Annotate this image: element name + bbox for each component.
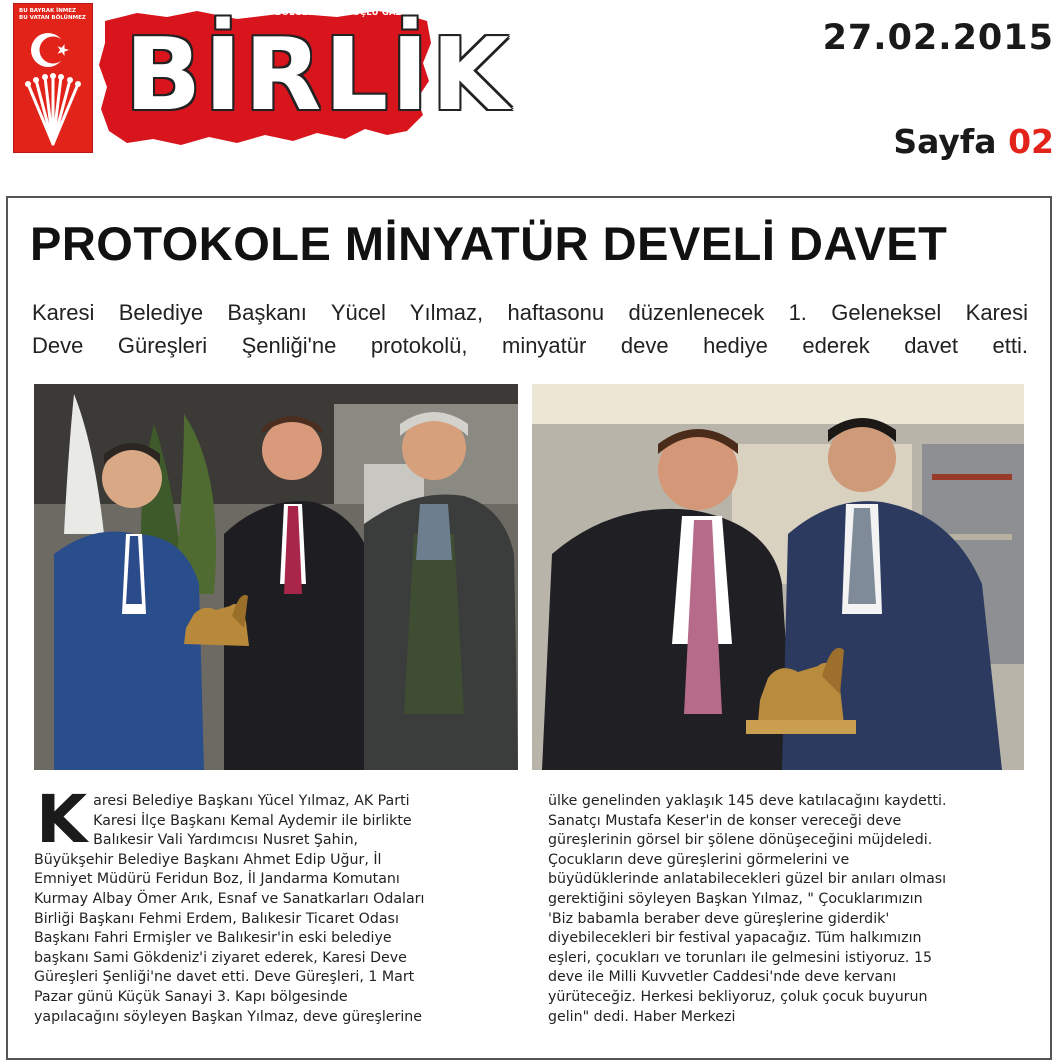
body-line: gelin" dedi. Haber Merkezi bbox=[548, 1008, 736, 1025]
drop-cap: K bbox=[36, 781, 88, 858]
photo-mayor-with-guest bbox=[532, 384, 1024, 770]
body-line: Pazar günü Küçük Sanayi 3. Kapı bölgesinde bbox=[34, 988, 348, 1005]
issue-date: 27.02.2015 bbox=[822, 18, 1054, 58]
flag-emblem bbox=[13, 3, 93, 153]
flag-mottos bbox=[19, 8, 86, 22]
photo-protocol-visit bbox=[34, 384, 518, 770]
motto-line-2: BU VATAN BÖLÜNMEZ bbox=[19, 15, 86, 21]
page-prefix: Sayfa bbox=[893, 122, 997, 161]
lead-line: Karesi Belediye Başkanı Yücel Yılmaz, haftasonu düzenlenecek 1. Geleneksel Karesi bbox=[32, 300, 1028, 325]
body-line: Güreşleri Şenliği'ne davet etti. Deve Güreşleri, 1 Mart bbox=[34, 969, 415, 986]
body-line: yürüteceğiz. Herkesi bekliyoruz, çoluk çocuk buyurun bbox=[548, 988, 928, 1005]
page-indicator bbox=[893, 122, 1054, 161]
body-line: eşleri, çocukları ve torunları ile gelmesini istiyoruz. 15 bbox=[548, 949, 932, 966]
lead-line: Deve Güreşleri Şenliği'ne protokolü, minyatür deve hediye ederek davet etti. bbox=[32, 333, 1028, 358]
body-line: güreşlerinin görsel bir şölene dönüşeceğini müjdeledi. bbox=[548, 832, 933, 849]
body-line: Kurmay Albay Ömer Arık, Esnaf ve Sanatkarları Odaları bbox=[34, 890, 425, 907]
body-line: Emniyet Müdürü Feridun Boz, İl Jandarma Komutanı bbox=[34, 871, 400, 888]
body-line: Balıkesir Vali Yardımcısı Nusret Şahin, bbox=[93, 832, 359, 849]
article-body-right bbox=[548, 792, 1018, 1027]
photo-scene bbox=[34, 384, 518, 770]
newspaper-masthead bbox=[13, 3, 512, 153]
body-line: diyebilecekleri bir festival yapacağız. Tüm halkımızın bbox=[548, 930, 922, 947]
body-line: büyüdüklerinde anlatabilecekleri güzel bir anıları olması bbox=[548, 871, 947, 888]
crescent-star-icon bbox=[14, 22, 92, 150]
body-line: yapılacağını söyleyen Başkan Yılmaz, deve güreşlerine bbox=[34, 1008, 423, 1025]
article-lead bbox=[32, 296, 1028, 362]
masthead-tagline: BÖLGENİN EN GÜÇLÜ GAZETESİ bbox=[275, 8, 430, 18]
article-body-left bbox=[34, 781, 502, 1027]
body-line: aresi Belediye Başkanı Yücel Yılmaz, AK Parti bbox=[93, 793, 410, 809]
newspaper-logo: BİRLİK bbox=[125, 16, 512, 133]
body-line: Başkanı Fahri Ermişler ve Balıkesir'in eski belediye bbox=[34, 930, 392, 947]
body-line: Büyükşehir Belediye Başkanı Ahmet Edip Uğur, İl bbox=[34, 851, 382, 868]
news-article bbox=[6, 196, 1052, 1060]
body-line: başkanı Sami Gökdeniz'i ziyaret ederek, Karesi Deve bbox=[34, 949, 407, 966]
body-line: ülke genelinden yaklaşık 145 deve katılacağını kaydetti. bbox=[548, 793, 947, 809]
motto-line-1: BU BAYRAK İNMEZ bbox=[19, 8, 77, 14]
body-line: Birliği Başkanı Fehmi Erdem, Balıkesir Ticaret Odası bbox=[34, 910, 399, 927]
body-line: Sanatçı Mustafa Keser'in de konser vereceği deve bbox=[548, 812, 902, 829]
body-line: Çocukların deve güreşlerini görmelerini ve bbox=[548, 851, 850, 868]
photo-scene bbox=[532, 384, 1024, 770]
body-line: deve ile Milli Kuvvetler Caddesi'nde deve kervanı bbox=[548, 969, 897, 986]
body-line: Karesi İlçe Başkanı Kemal Aydemir ile birlikte bbox=[93, 812, 412, 829]
body-line: 'Biz babamla beraber deve güreşlerine giderdik' bbox=[548, 910, 890, 927]
article-headline: PROTOKOLE MİNYATÜR DEVELİ DAVET bbox=[30, 217, 948, 270]
page-number: 02 bbox=[1008, 122, 1054, 161]
body-line: gerektiğini söyleyen Başkan Yılmaz, " Çocuklarımızın bbox=[548, 890, 923, 907]
